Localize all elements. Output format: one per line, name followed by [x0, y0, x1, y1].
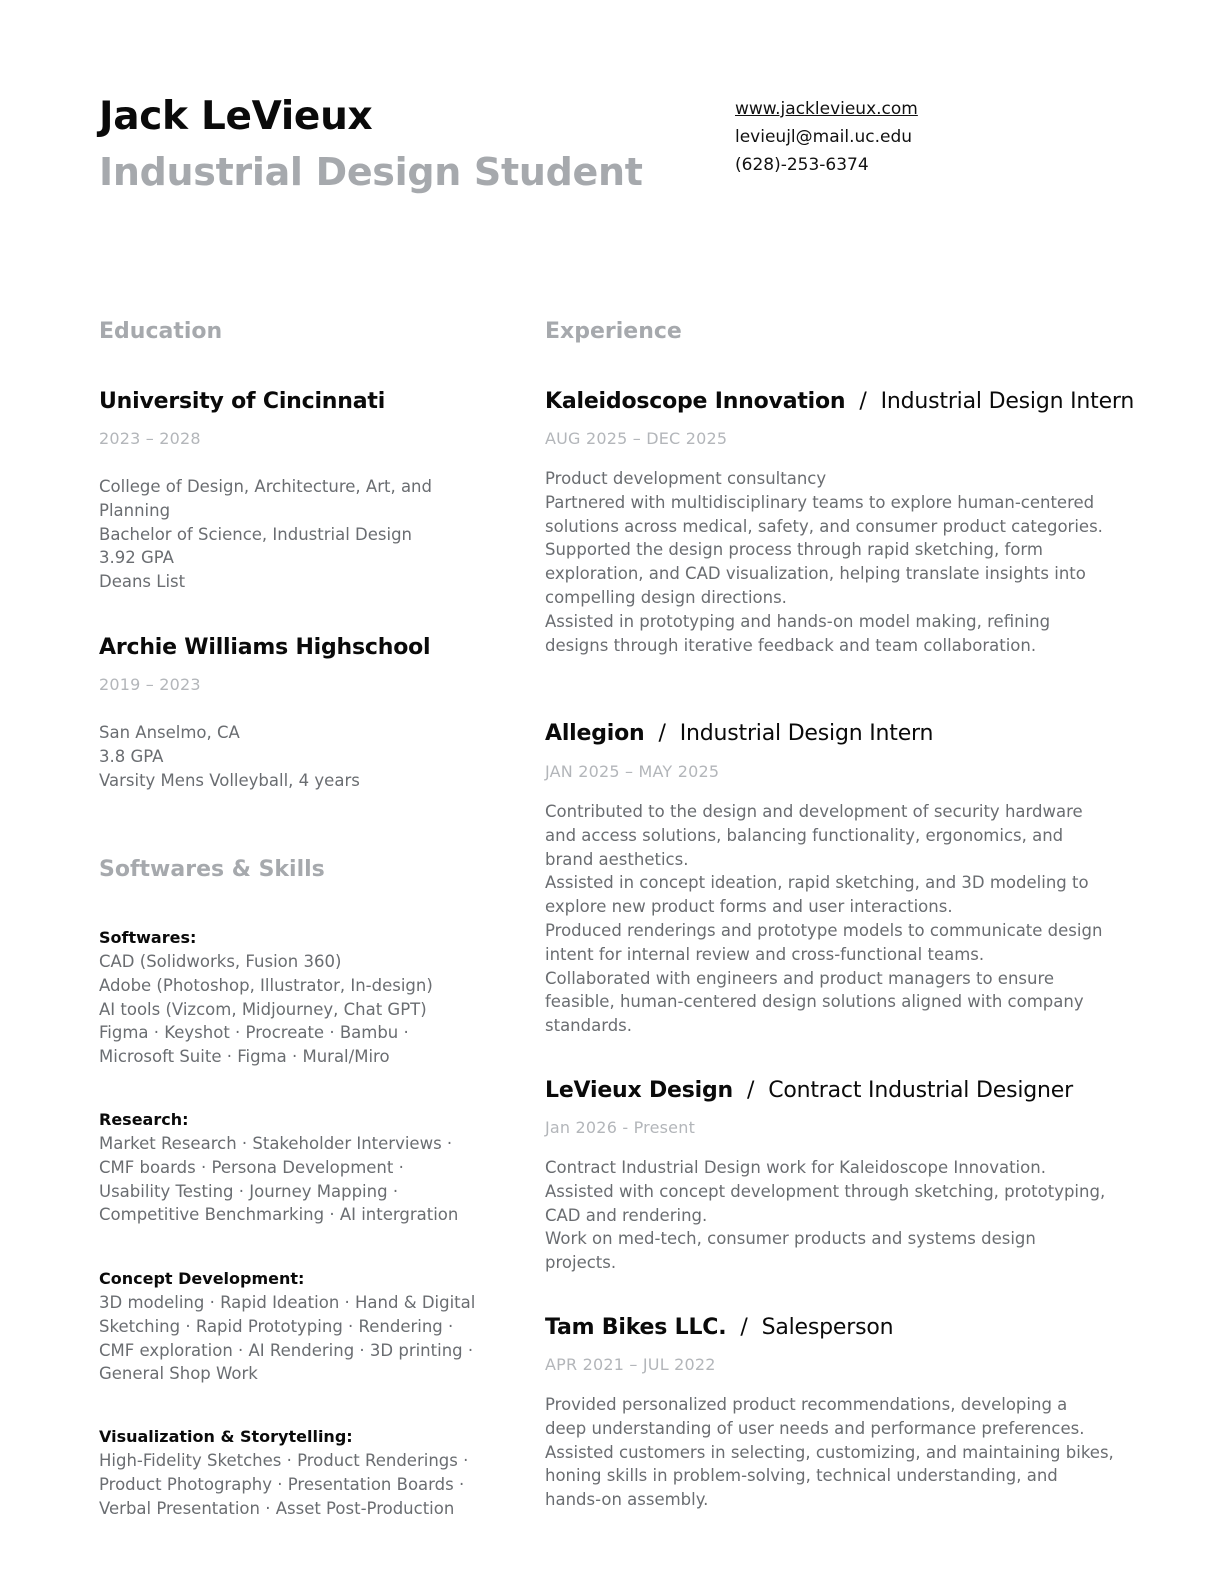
education-details: [99, 475, 432, 594]
description-line: Assisted customers in selecting, customizing, and maintaining bikes,: [545, 1442, 1114, 1462]
skill-line: Verbal Presentation · Asset Post-Production: [99, 1498, 455, 1518]
description-line: Assisted with concept development through sketching, prototyping,: [545, 1181, 1106, 1201]
description-line: Collaborated with engineers and product managers to ensure: [545, 968, 1055, 988]
skill-group-heading: Softwares:: [99, 928, 197, 947]
skill-line: CAD (Solidworks, Fusion 360): [99, 952, 342, 971]
description-line: standards.: [545, 1016, 633, 1036]
description-line: intent for internal review and cross-functional teams.: [545, 944, 985, 964]
description-line: designs through iterative feedback and team collaboration.: [545, 635, 1037, 655]
email-text: levieujl@mail.uc.edu: [735, 127, 913, 147]
description-line: Assisted in prototyping and hands-on model making, refining: [545, 611, 1051, 631]
description-line: Supported the design process through rapid sketching, form: [545, 540, 1043, 560]
job-title: Salesperson: [761, 1315, 894, 1340]
skill-line: Adobe (Photoshop, Illustrator, In-design): [99, 975, 433, 995]
skill-line: Product Photography · Presentation Boards ·: [99, 1474, 465, 1494]
contact-block: [735, 95, 918, 179]
detail-line: Planning: [99, 500, 171, 520]
description-line: Provided personalized product recommendations, developing a: [545, 1395, 1068, 1414]
candidate-role: Industrial Design Student: [99, 150, 643, 194]
company-name: Allegion: [545, 721, 645, 746]
job-description: [545, 1393, 1114, 1512]
description-line: Work on med-tech, consumer products and systems design: [545, 1229, 1036, 1249]
education-heading: Education: [99, 319, 223, 344]
description-line: solutions across medical, safety, and consumer product categories.: [545, 516, 1103, 536]
skill-line: Competitive Benchmarking · AI intergration: [99, 1205, 459, 1225]
detail-line: San Anselmo, CA: [99, 723, 240, 742]
description-line: deep understanding of user needs and performance preferences.: [545, 1418, 1085, 1438]
education-dates: 2023 – 2028: [99, 429, 201, 448]
job-dates: APR 2021 – JUL 2022: [545, 1355, 716, 1374]
description-line: hands-on assembly.: [545, 1490, 709, 1510]
skills-heading: Softwares & Skills: [99, 857, 325, 882]
description-line: exploration, and CAD visualization, helping translate insights into: [545, 564, 1086, 584]
skill-group-heading: Concept Development:: [99, 1269, 305, 1288]
job-description: [545, 800, 1102, 1038]
description-line: Assisted in concept ideation, rapid sketching, and 3D modeling to: [545, 873, 1089, 893]
school-name: University of Cincinnati: [99, 389, 386, 414]
description-line: brand aesthetics.: [545, 849, 689, 869]
description-line: Contributed to the design and development of security hardware: [545, 802, 1083, 821]
skill-group-heading: Visualization & Storytelling:: [99, 1427, 353, 1446]
description-line: feasible, human-centered design solutions aligned with company: [545, 992, 1084, 1012]
title-separator: /: [746, 1078, 755, 1103]
detail-line: 3.92 GPA: [99, 548, 174, 568]
experience-heading: Experience: [545, 319, 682, 344]
school-name: Archie Williams Highschool: [99, 635, 431, 660]
skill-group: [99, 926, 433, 1069]
education-dates: 2019 – 2023: [99, 675, 201, 694]
job-dates: JAN 2025 – MAY 2025: [545, 762, 720, 781]
skill-group-heading: Research:: [99, 1110, 189, 1129]
skill-line: 3D modeling · Rapid Ideation · Hand & Digital: [99, 1293, 476, 1312]
company-name: Kaleidoscope Innovation: [545, 389, 846, 414]
skill-group: [99, 1108, 458, 1227]
skill-line: Figma · Keyshot · Procreate · Bambu ·: [99, 1023, 409, 1043]
description-line: honing skills in problem-solving, technical understanding, and: [545, 1466, 1058, 1486]
education-entry: [99, 389, 385, 414]
description-line: and access solutions, balancing functionality, ergonomics, and: [545, 825, 1064, 845]
education-entry: [99, 635, 430, 660]
phone-text: (628)-253-6374: [735, 155, 869, 175]
description-line: Partnered with multidisciplinary teams to explore human-centered: [545, 492, 1095, 512]
job-title: Industrial Design Intern: [880, 389, 1135, 414]
description-line: CAD and rendering.: [545, 1205, 708, 1225]
description-line: compelling design directions.: [545, 587, 787, 607]
job-header: [545, 1315, 893, 1340]
job-description: [545, 1156, 1105, 1275]
description-line: Contract Industrial Design work for Kaleidoscope Innovation.: [545, 1158, 1046, 1177]
description-line: Product development consultancy: [545, 469, 827, 488]
job-title: Industrial Design Intern: [679, 721, 934, 746]
detail-line: Deans List: [99, 572, 186, 592]
job-header: [545, 1078, 1073, 1103]
job-dates: Jan 2026 - Present: [545, 1118, 696, 1137]
website-link[interactable]: www.jacklevieux.com: [735, 99, 918, 119]
skill-line: Market Research · Stakeholder Interviews ·: [99, 1134, 453, 1153]
job-header: [545, 721, 933, 746]
skill-line: AI tools (Vizcom, Midjourney, Chat GPT): [99, 999, 427, 1019]
job-description: [545, 467, 1103, 657]
candidate-name: Jack LeVieux: [99, 94, 373, 139]
education-details: [99, 721, 360, 792]
skill-line: CMF exploration · AI Rendering · 3D printing ·: [99, 1340, 474, 1360]
skill-line: Sketching · Rapid Prototyping · Rendering ·: [99, 1316, 454, 1336]
company-name: LeVieux Design: [545, 1078, 733, 1103]
job-title: Contract Industrial Designer: [768, 1078, 1073, 1103]
skill-line: CMF boards · Persona Development ·: [99, 1157, 404, 1177]
skill-line: High-Fidelity Sketches · Product Renderings ·: [99, 1451, 469, 1470]
company-name: Tam Bikes LLC.: [545, 1315, 727, 1340]
detail-line: College of Design, Architecture, Art, and: [99, 477, 432, 496]
job-dates: AUG 2025 – DEC 2025: [545, 429, 728, 448]
detail-line: 3.8 GPA: [99, 746, 164, 766]
skill-group: [99, 1425, 468, 1520]
detail-line: Bachelor of Science, Industrial Design: [99, 524, 413, 544]
skill-line: General Shop Work: [99, 1364, 258, 1384]
title-separator: /: [859, 389, 867, 414]
description-line: explore new product forms and user interactions.: [545, 897, 953, 917]
skill-group: [99, 1267, 475, 1386]
job-header: [545, 389, 1134, 414]
detail-line: Varsity Mens Volleyball, 4 years: [99, 770, 360, 790]
skill-line: Usability Testing · Journey Mapping ·: [99, 1181, 399, 1201]
description-line: projects.: [545, 1253, 617, 1273]
skill-line: Microsoft Suite · Figma · Mural/Miro: [99, 1047, 390, 1067]
title-separator: /: [740, 1315, 748, 1340]
title-separator: /: [658, 721, 666, 746]
description-line: Produced renderings and prototype models to communicate design: [545, 920, 1103, 940]
